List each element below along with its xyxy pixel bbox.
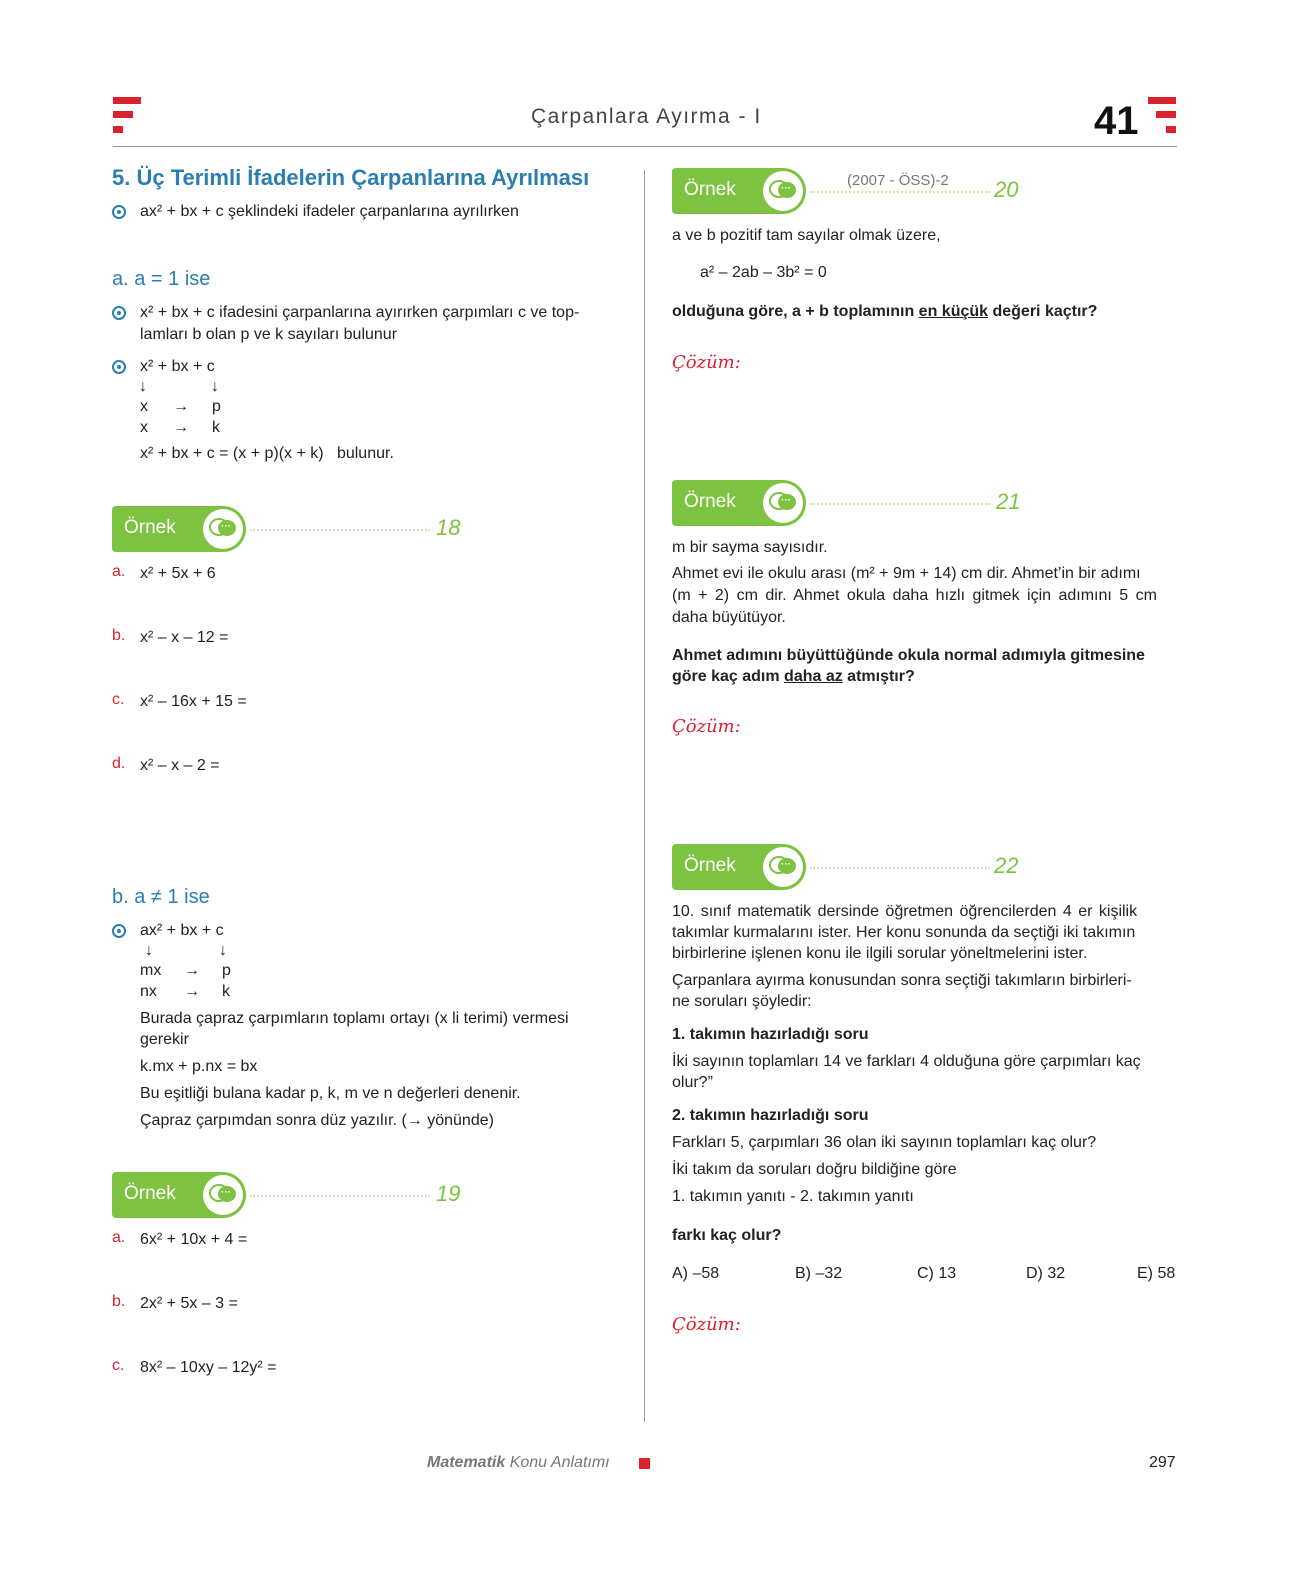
question-text: daha büyütüyor. — [672, 609, 786, 626]
chat-bubble-icon: ··· — [203, 509, 243, 549]
solution-label: Çözüm: — [672, 716, 741, 737]
case-b-expr: ax² + bx + c — [140, 922, 224, 939]
row1-left: mx — [140, 962, 162, 979]
chapter-title: Çarpanlara Ayırma - I — [531, 105, 762, 128]
dotted-line — [250, 529, 430, 531]
item-letter: d. — [112, 755, 126, 772]
question-prompt-underlined: daha az — [784, 668, 843, 685]
item-letter: c. — [112, 1357, 125, 1374]
item-expr: x² – 16x + 15 = — [140, 693, 247, 710]
question-prompt-underlined: en küçük — [918, 303, 989, 320]
solution-label: Çözüm: — [672, 352, 741, 373]
question-prompt-post: değeri kaçtır? — [988, 303, 1098, 320]
question-text: Ahmet evi ile okulu arası (m² + 9m + 14) cm dir. Ahmet’in bir adımı — [672, 565, 1141, 582]
choice-c: C) 13 — [917, 1265, 957, 1282]
arrow-down-icon: ↓ — [139, 378, 147, 395]
choice-e: E) 58 — [1137, 1265, 1176, 1282]
dotted-line — [250, 1195, 430, 1197]
item-letter: a. — [112, 563, 126, 580]
question-prompt-pre: göre kaç adım — [672, 668, 785, 685]
item-expr: 2x² + 5x – 3 = — [140, 1295, 238, 1312]
item-expr: x² – x – 12 = — [140, 629, 229, 646]
example-badge — [672, 168, 806, 214]
example-number: 19 — [436, 1181, 461, 1206]
publisher-logo-right — [1148, 97, 1178, 137]
example-number: 22 — [994, 853, 1019, 878]
section-intro: ax² + bx + c şeklindeki ifadeler çarpanlarına ayrılırken — [140, 203, 519, 220]
question-text: m bir sayma sayısıdır. — [672, 539, 828, 556]
choice-a: A) –58 — [672, 1265, 720, 1282]
example-label: Örnek — [124, 1183, 176, 1204]
footer-title-bold: Matematik — [427, 1454, 506, 1471]
question-prompt — [672, 301, 1097, 323]
solution-label: Çözüm: — [672, 1314, 741, 1335]
case-b-text-1: Burada çapraz çarpımların toplamı ortayı (x li terimi) vermesi — [140, 1010, 569, 1027]
case-a-expr: x² + bx + c — [140, 358, 215, 375]
chat-bubble-icon: ··· — [763, 483, 803, 523]
bullet-icon — [112, 306, 126, 320]
question-text: 10. sınıf matematik dersinde öğretmen öğrencilerden 4 er kişilik — [672, 903, 1138, 920]
row2-left: nx — [140, 983, 157, 1000]
example-number: 21 — [996, 489, 1021, 514]
publisher-logo-left — [113, 97, 143, 137]
item-letter: c. — [112, 691, 125, 708]
row1-arrow: → — [173, 398, 189, 415]
example-badge — [672, 844, 806, 890]
case-b-text-3: Bu eşitliği bulana kadar p, k, m ve n değerleri denenir. — [140, 1085, 521, 1102]
case-a-text-1: x² + bx + c ifadesini çarpanlarına ayırırken çarpımları c ve top- — [140, 304, 580, 321]
question-text: (m + 2) cm dir. Ahmet okula daha hızlı gitmek için adımını 5 cm — [672, 587, 1157, 604]
item-expr: 8x² – 10xy – 12y² = — [140, 1359, 277, 1376]
arrow-down-icon: ↓ — [211, 378, 219, 395]
chat-bubble-icon: ··· — [763, 171, 803, 211]
section-title: 5. Üç Terimli İfadelerin Çarpanlarına Ayrılması — [112, 165, 590, 190]
case-b-text-1b: gerekir — [140, 1031, 189, 1048]
question-text: ne soruları şöyledir: — [672, 993, 812, 1010]
row2-right: k — [222, 983, 230, 1000]
item-expr: 6x² + 10x + 4 = — [140, 1231, 248, 1248]
arrow-down-icon: ↓ — [145, 942, 153, 959]
question-prompt — [672, 666, 915, 688]
arrow-down-icon: ↓ — [219, 942, 227, 959]
column-divider — [644, 170, 645, 1422]
item-expr: x² + 5x + 6 — [140, 565, 216, 582]
footer-book-title — [427, 1454, 610, 1472]
row1-right: p — [222, 962, 231, 979]
row2-arrow: → — [184, 983, 200, 1000]
chat-bubble-icon: ··· — [203, 1175, 243, 1215]
choice-b: B) –32 — [795, 1265, 843, 1282]
row1-left: x — [140, 398, 148, 415]
example-badge — [112, 1172, 246, 1218]
question-text: Çarpanlara ayırma konusundan sonra seçtiği takımların birbirleri- — [672, 972, 1132, 989]
item-letter: b. — [112, 627, 126, 644]
example-label: Örnek — [124, 517, 176, 538]
dotted-line — [810, 191, 990, 193]
example-label: Örnek — [684, 179, 736, 200]
item-expr: x² – x – 2 = — [140, 757, 220, 774]
example-number: 20 — [994, 177, 1019, 202]
team-1-question: İki sayının toplamları 14 ve farkları 4 olduğuna göre çarpımları kaç — [672, 1053, 1141, 1070]
team-1-heading: 1. takımın hazırladığı soru — [672, 1026, 869, 1043]
row2-left: x — [140, 419, 148, 436]
equation: a² – 2ab – 3b² = 0 — [700, 264, 827, 281]
question-text: İki takım da soruları doğru bildiğine göre — [672, 1161, 957, 1178]
bullet-icon — [112, 360, 126, 374]
row2-arrow: → — [173, 419, 189, 436]
example-label: Örnek — [684, 491, 736, 512]
dotted-line — [810, 867, 990, 869]
team-2-heading: 2. takımın hazırladığı soru — [672, 1107, 869, 1124]
case-b-text-4: Çapraz çarpımdan sonra düz yazılır. (→ yönünde) — [140, 1112, 494, 1129]
case-b-title: b. a ≠ 1 ise — [112, 886, 210, 908]
question-text: birbirlerine işlenen konu ile ilgili sorular yöneltmelerini ister. — [672, 945, 1088, 962]
example-badge — [672, 480, 806, 526]
bullet-icon — [112, 205, 126, 219]
item-letter: a. — [112, 1229, 126, 1246]
example-badge — [112, 506, 246, 552]
question-text: 1. takımın yanıtı - 2. takımın yanıtı — [672, 1188, 914, 1205]
example-source: (2007 - ÖSS)-2 — [844, 172, 952, 189]
question-prompt-pre: olduğuna göre, a + b toplamının — [672, 303, 919, 320]
question-prompt: Ahmet adımını büyüttüğünde okula normal adımıyla gitmesine — [672, 647, 1145, 664]
case-a-result: x² + bx + c = (x + p)(x + k) bulunur. — [140, 445, 394, 462]
row2-right: k — [212, 419, 220, 436]
example-number: 18 — [436, 515, 461, 540]
bullet-icon — [112, 924, 126, 938]
case-a-title: a. a = 1 ise — [112, 268, 211, 290]
question-prompt-post: atmıştır? — [842, 668, 915, 685]
row1-right: p — [212, 398, 221, 415]
footer-title-rest: Konu Anlatımı — [505, 1454, 610, 1471]
case-b-text-2: k.mx + p.nx = bx — [140, 1058, 258, 1075]
example-label: Örnek — [684, 855, 736, 876]
choice-d: D) 32 — [1026, 1265, 1066, 1282]
chapter-number: 41 — [1094, 99, 1139, 143]
case-a-text-2: lamları b olan p ve k sayıları bulunur — [140, 326, 398, 343]
chat-bubble-icon: ··· — [763, 847, 803, 887]
dotted-line — [810, 503, 990, 505]
item-letter: b. — [112, 1293, 126, 1310]
team-1-question-cont: olur?” — [672, 1074, 713, 1091]
question-prompt: farkı kaç olur? — [672, 1227, 782, 1244]
question-text: takımlar kurmalarını ister. Her konu sonunda da seçtiği iki takımın — [672, 924, 1136, 941]
team-2-question: Farkları 5, çarpımları 36 olan iki sayının toplamları kaç olur? — [672, 1134, 1097, 1151]
row1-arrow: → — [184, 962, 200, 979]
page-number: 297 — [1149, 1454, 1176, 1471]
header-rule — [113, 146, 1177, 147]
question-text: a ve b pozitif tam sayılar olmak üzere, — [672, 227, 941, 244]
footer-square-icon — [639, 1458, 650, 1469]
